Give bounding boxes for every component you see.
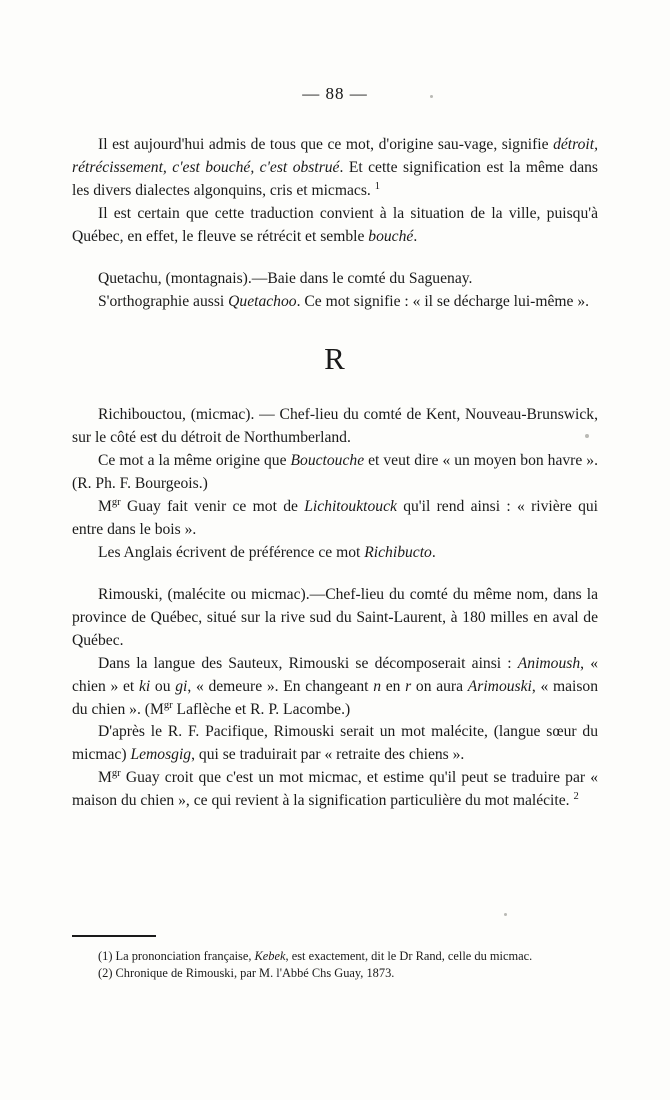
entry-richibouctou [72,404,598,450]
paragraph-text: et veut dire « un moyen bon havre ». (R. Ph. F. Bourgeois.) [72,452,598,493]
letter-section-heading: R [324,341,346,377]
page-number: — 88 — [302,84,368,103]
footnote-text: (1) La prononciation française, [98,949,255,963]
italic-term: détroit, rétrécissement, c'est bouché, c'est obstrué [72,136,598,176]
page-body [72,84,598,813]
entry-richibouctou-p2 [72,450,598,496]
paragraph-text: Guay croit que c'est un mot micmac, et estime qu'il peut se traduire par « maison du chien », ce qui revient à la signification particulière du mot malécite. [72,769,598,810]
italic-term: Arimouski [467,677,532,695]
paragraph-text: Guay fait venir ce mot de [120,498,305,516]
paragraph-text: Ce mot a la même origine que [98,452,291,470]
entry-rimouski [72,584,598,653]
italic-term: Animoush [517,654,581,672]
entry-headword: Quetachu [98,269,158,287]
footnote-rule [72,935,156,937]
italic-term: Kebek [254,949,286,963]
paragraph-text: Il est aujourd'hui admis de tous que ce mot, d'origine sau-vage, signifie [98,136,554,153]
italic-term: Bouctouche [290,452,365,470]
paragraph-text: D'après le R. F. Pacifique, Rimouski serait un mot malécite, (langue sœur du micmac) [72,723,598,764]
abbrev-superscript: gr [163,699,173,711]
paragraph-text: , (micmac). — Chef-lieu du comté de Kent, Nouveau-Brunswick, sur le côté est du détroit de Northumberland. [72,406,598,447]
paragraph-text: . [413,227,418,245]
paragraph-text: , (malécite ou micmac).—Chef-lieu du comté du même nom, dans la province de Québec, situé sur la rive sud du Saint-Laurent, à 180 milles en aval de Québec. [72,585,598,649]
paragraph-text: , (montagnais).—Baie dans le comté du Saguenay. [157,269,473,287]
footnote-text: , est exactement, dit le Dr Rand, celle du micmac. [285,949,533,963]
entry-rimouski-p2 [72,653,598,722]
footnotes-section [72,935,598,981]
paragraph-text: en [380,677,406,695]
paragraph-text: , qui se traduirait par « retraite des chiens ». [191,746,465,764]
italic-term: n [373,677,381,695]
entry-headword: Richibouctou [98,406,183,424]
paragraph-text: Dans la langue des Sauteux, Rimouski se décomposerait ainsi : [98,654,518,672]
italic-term: Lichitouktouck [304,498,397,516]
page-speck [504,913,507,916]
paragraph-text: Laflèche et R. P. Lacombe.) [172,700,351,718]
footnote-2: (2) Chronique de Rimouski, par M. l'Abbé Chs Guay, 1873. [98,965,395,980]
entry-headword: Rimouski [98,585,159,603]
paragraph-text: qu'il rend ainsi : « rivière qui entre dans le bois ». [72,498,598,539]
footnote-marker-2: 2 [573,791,579,803]
paragraph-text: , « demeure ». En changeant [187,677,374,695]
italic-term: ki [138,677,151,695]
paragraph-text: . Ce mot signifie : « il se décharge lui-même ». [296,292,590,310]
italic-term: Lemosgig [130,746,192,764]
paragraph-text: Il est certain que cette traduction convient à la situation de la ville, puisqu'à Québec, en effet, le fleuve se rétrécit et semble [72,204,598,245]
entry-richibouctou-p4 [72,542,598,565]
paragraph-origin [72,134,598,203]
italic-term: bouché [368,227,414,245]
paragraph-translation [72,203,598,249]
paragraph-text: , « maison du chien ». (M [72,677,599,718]
entry-rimouski-p3 [72,721,598,767]
paragraph-text: M [98,769,112,787]
italic-term: gi [175,677,188,695]
paragraph-text: M [98,498,112,516]
entry-quetachu [72,268,598,291]
entry-richibouctou-p3 [72,496,598,542]
abbrev-superscript: gr [111,496,121,508]
abbrev-superscript: gr [111,768,121,780]
paragraph-text: Les Anglais écrivent de préférence ce mot [98,543,365,561]
footnote-1 [72,948,598,965]
paragraph-text: on aura [411,677,468,695]
paragraph-text: S'orthographie aussi [98,292,229,310]
footnote-marker-1: 1 [374,180,380,192]
paragraph-text: . [431,543,436,561]
italic-term: Richibucto [364,543,432,561]
italic-term: r [405,677,412,695]
italic-term: Quetachoo [228,292,297,310]
paragraph-text: ou [150,677,176,695]
entry-rimouski-p4 [72,767,598,813]
paragraph-text: , « chien » et [72,654,598,695]
paragraph-text: . Et cette signification est la même dans les divers dialectes algonquins, cris et micmacs. [72,158,598,199]
entry-quetachu-detail [72,291,598,314]
